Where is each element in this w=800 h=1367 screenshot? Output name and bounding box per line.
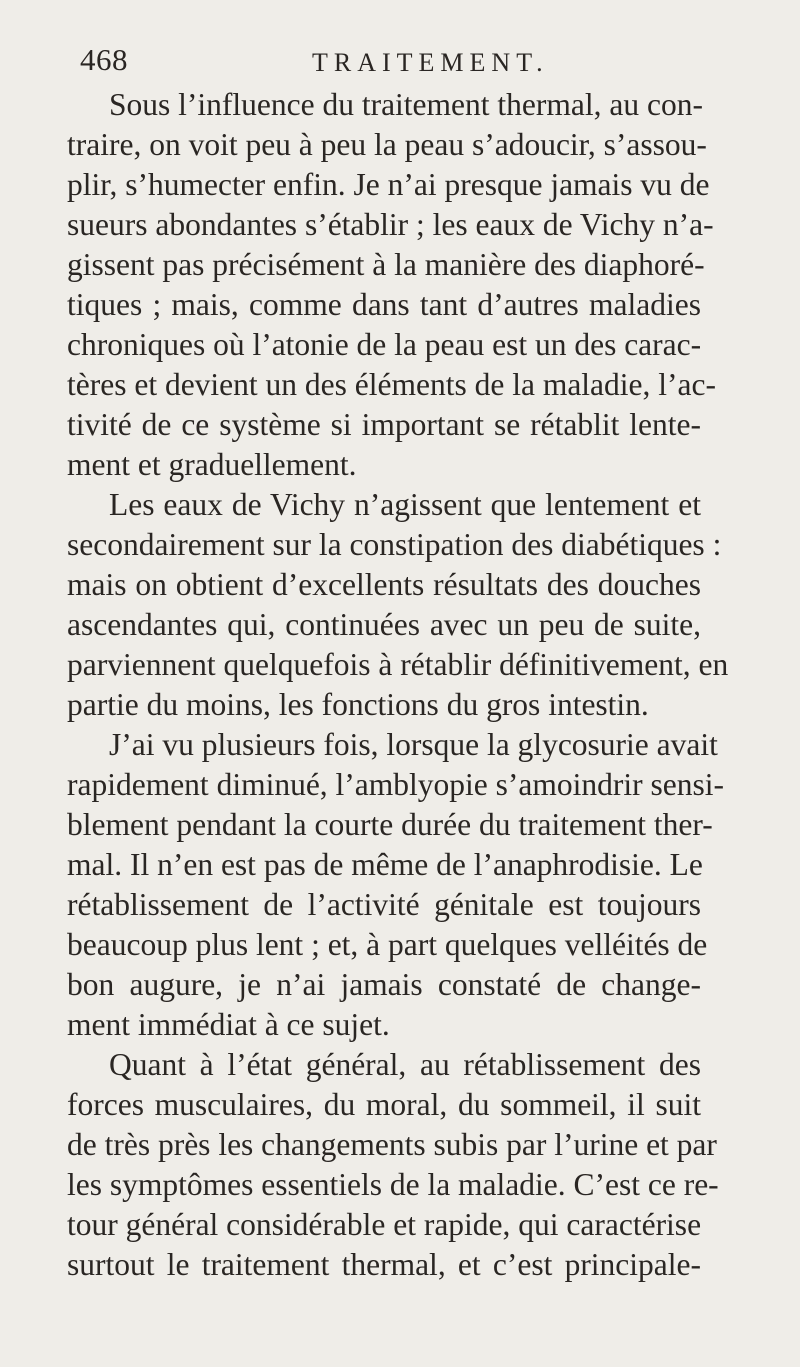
text-line: surtout le traitement thermal, et c’est principale- bbox=[67, 1247, 701, 1282]
text-line: les symptômes essentiels de la maladie. C’est ce re- bbox=[67, 1167, 719, 1202]
text-line: parviennent quelquefois à rétablir définitivement, en bbox=[67, 647, 729, 682]
text-line: mal. Il n’en est pas de même de l’anaphrodisie. Le bbox=[67, 847, 703, 882]
text-line: chroniques où l’atonie de la peau est un des carac- bbox=[67, 327, 702, 362]
text-line: bon augure, je n’ai jamais constaté de change- bbox=[67, 967, 701, 1002]
text-line: tivité de ce système si important se rétablit lente- bbox=[67, 407, 701, 442]
text-line: de très près les changements subis par l’urine et par bbox=[67, 1127, 717, 1162]
page-number: 468 bbox=[80, 42, 128, 77]
text-line: tour général considérable et rapide, qui caractérise bbox=[67, 1207, 702, 1242]
text-line: blement pendant la courte durée du traitement ther- bbox=[67, 807, 713, 842]
text-line: forces musculaires, du moral, du sommeil, il suit bbox=[67, 1087, 701, 1122]
text-line: mais on obtient d’excellents résultats des douches bbox=[67, 567, 701, 602]
text-line: J’ai vu plusieurs fois, lorsque la glycosurie avait bbox=[109, 727, 718, 762]
text-line: sueurs abondantes s’établir ; les eaux de Vichy n’a- bbox=[67, 207, 714, 242]
running-title: TRAITEMENT. bbox=[312, 48, 549, 77]
text-line: Quant à l’état général, au rétablissement des bbox=[109, 1047, 701, 1082]
page-header bbox=[70, 42, 770, 82]
text-line: Les eaux de Vichy n’agissent que lentement et bbox=[109, 487, 701, 522]
text-line: ment et graduellement. bbox=[67, 447, 357, 482]
text-line: ascendantes qui, continuées avec un peu de suite, bbox=[67, 607, 701, 642]
text-line: gissent pas précisément à la manière des diaphoré- bbox=[67, 247, 705, 282]
text-line: secondairement sur la constipation des diabétiques : bbox=[67, 527, 722, 562]
text-line: rétablissement de l’activité génitale est toujours bbox=[67, 887, 701, 922]
text-line: tiques ; mais, comme dans tant d’autres maladies bbox=[67, 287, 701, 322]
text-line: ment immédiat à ce sujet. bbox=[67, 1007, 390, 1042]
text-line: beaucoup plus lent ; et, à part quelques velléités de bbox=[67, 927, 708, 962]
text-line: tères et devient un des éléments de la maladie, l’ac- bbox=[67, 367, 716, 402]
text-line: traire, on voit peu à peu la peau s’adoucir, s’assou- bbox=[67, 127, 707, 162]
text-line: Sous l’influence du traitement thermal, au con- bbox=[109, 87, 703, 122]
text-line: rapidement diminué, l’amblyopie s’amoindrir sensi- bbox=[67, 767, 724, 802]
text-line: partie du moins, les fonctions du gros intestin. bbox=[67, 687, 649, 722]
text-line: plir, s’humecter enfin. Je n’ai presque jamais vu de bbox=[67, 167, 710, 202]
